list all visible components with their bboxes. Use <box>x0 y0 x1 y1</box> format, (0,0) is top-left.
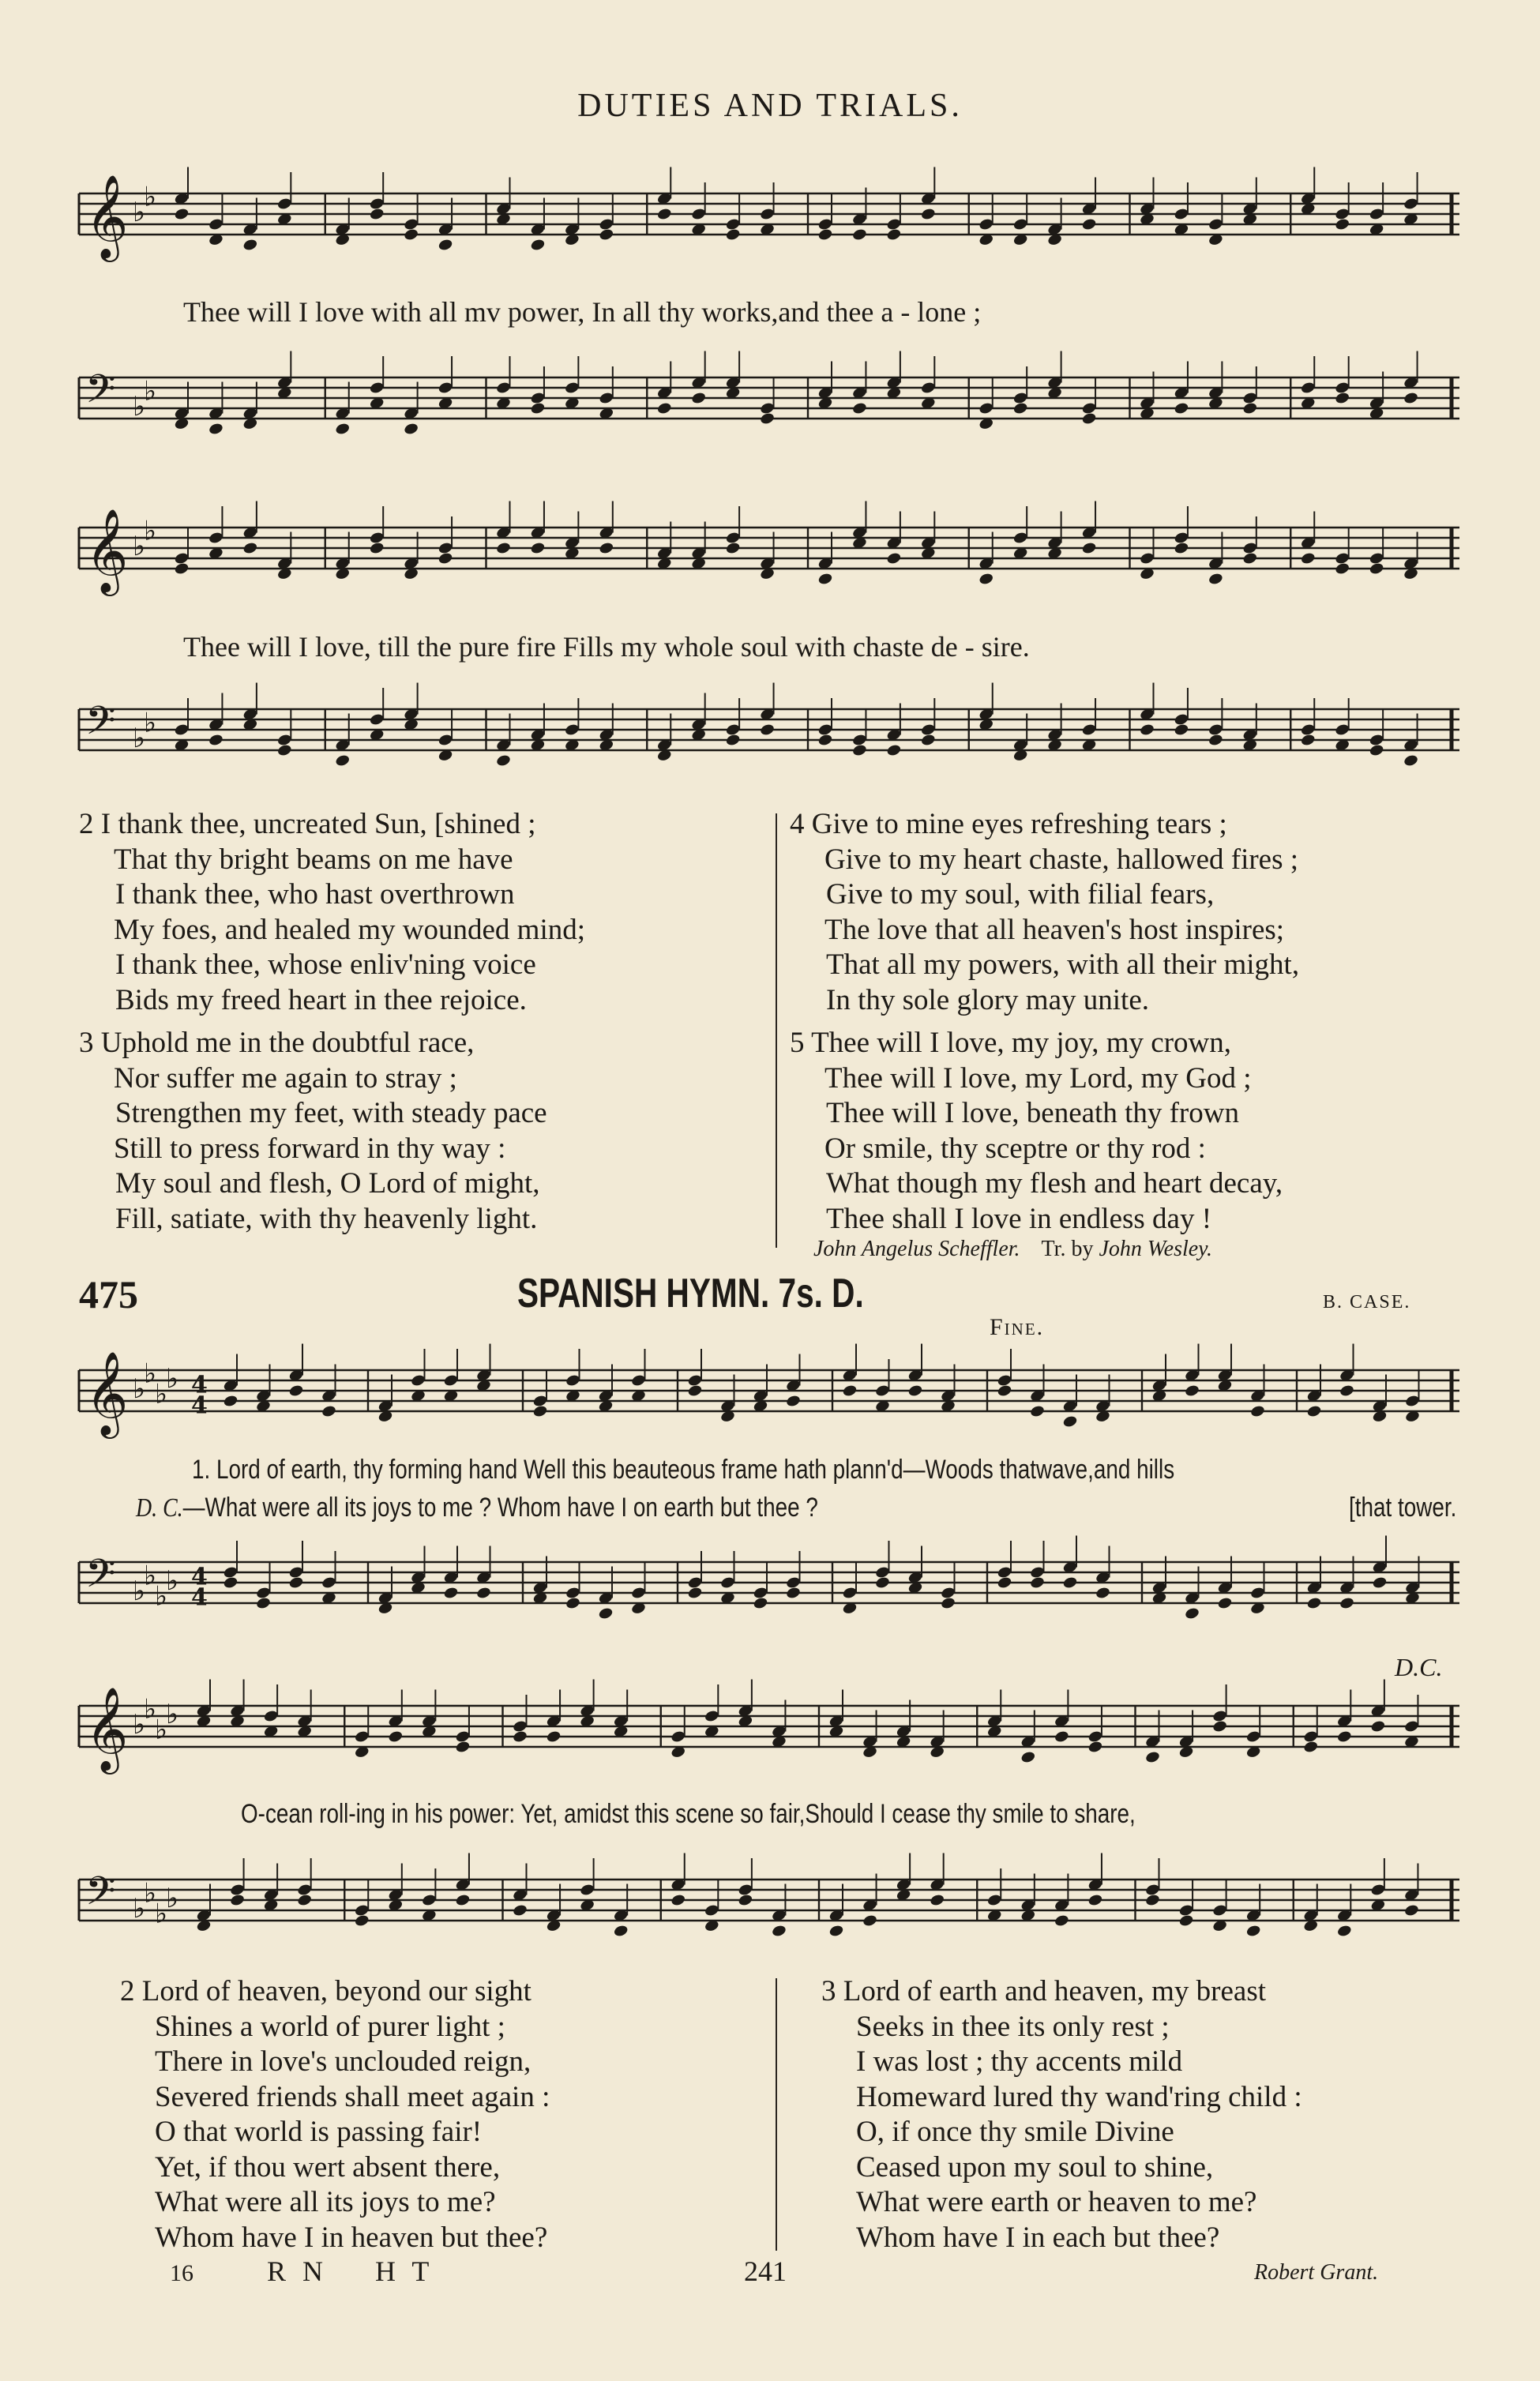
column-divider <box>776 1978 777 2251</box>
verse-line: My soul and flesh, O Lord of might, <box>115 1167 540 1200</box>
lyric-line-1: Thee will I love with all mv power, In all thy works,and thee a - lone ; <box>183 296 982 328</box>
svg-text:♭: ♭ <box>133 197 146 228</box>
verse-line: Give to my soul, with filial fears, <box>826 878 1215 911</box>
verse-line: Severed friends shall meet again : <box>155 2080 550 2113</box>
svg-text:𝄞: 𝄞 <box>85 1350 129 1435</box>
svg-text:♭: ♭ <box>133 1893 146 1925</box>
verse-line: Whom have I in heaven but thee? <box>155 2221 548 2254</box>
staff-system-4-bass <box>0 1864 1540 1951</box>
svg-text:♭: ♭ <box>144 1693 157 1726</box>
hymn-title: SPANISH HYMN. 7s. D. <box>517 1271 864 1316</box>
verse-line: O, if once thy smile Divine <box>856 2116 1174 2148</box>
verse-line: Bids my freed heart in thee rejoice. <box>115 983 527 1016</box>
svg-text:4: 4 <box>191 1391 208 1420</box>
svg-text:♭: ♭ <box>166 1363 179 1395</box>
svg-text:𝄢: 𝄢 <box>85 366 116 422</box>
verse-line: Strengthen my feet, with steady pace <box>115 1097 547 1129</box>
verse-line: My foes, and healed my wounded mind; <box>114 913 586 946</box>
signature-number: 16 <box>170 2260 193 2286</box>
verse-line: I thank thee, who hast overthrown <box>115 878 515 911</box>
svg-text:♭: ♭ <box>144 707 157 739</box>
svg-text:♭: ♭ <box>155 1898 168 1930</box>
hymn-475-verse-3 <box>821 1974 1302 2255</box>
svg-text:𝄢: 𝄢 <box>85 1868 116 1924</box>
verse-line: Or smile, thy sceptre or thy rod : <box>824 1132 1206 1165</box>
svg-text:♭: ♭ <box>133 531 146 562</box>
verse-line: In thy sole glory may unite. <box>826 983 1149 1016</box>
svg-text:♭: ♭ <box>133 1709 146 1741</box>
svg-text:♭: ♭ <box>133 1575 146 1607</box>
svg-text:♭: ♭ <box>144 1560 157 1592</box>
svg-text:♭: ♭ <box>166 1883 179 1914</box>
verse-line: What were earth or heaven to me? <box>856 2186 1257 2218</box>
lyric-line-3-end: [that tower. <box>1349 1493 1457 1523</box>
verse-line: What were all its joys to me? <box>155 2186 496 2218</box>
verse-line: 3 Uphold me in the doubtful race, <box>79 1027 475 1059</box>
verse-line: 2 I thank thee, uncreated Sun, [shined ; <box>79 808 536 840</box>
verse-line: Yet, if thou wert absent there, <box>155 2150 501 2184</box>
lyric-line-3-dc <box>136 1493 818 1523</box>
staff-system-3-treble <box>0 1350 1540 1441</box>
staff-system-2-bass <box>0 693 1540 780</box>
staff-system-1-bass <box>0 362 1540 449</box>
svg-text:♭: ♭ <box>166 1565 179 1597</box>
verse-2 <box>79 807 585 1237</box>
verse-line: Ceased upon my soul to shine, <box>856 2150 1214 2184</box>
verse-line: What though my flesh and heart decay, <box>826 1167 1283 1200</box>
staff-system-4-treble <box>0 1686 1540 1777</box>
verse-line: 5 Thee will I love, my joy, my crown, <box>790 1027 1232 1059</box>
running-title: DUTIES AND TRIALS. <box>577 88 963 124</box>
staff-system-1-treble <box>0 174 1540 265</box>
dc-lyric: —What were all its joys to me ? Whom have I on earth but thee ? <box>182 1493 818 1523</box>
lyric-line-2: Thee will I love, till the pure fire Fills my whole soul with chaste de - sire. <box>183 631 1030 663</box>
signature-letters: R N H T <box>267 2255 434 2287</box>
staff-system-2-treble <box>0 508 1540 599</box>
verse-line: Give to my heart chaste, hallowed fires ; <box>824 843 1299 876</box>
svg-text:𝄢: 𝄢 <box>85 698 116 753</box>
svg-text:♭: ♭ <box>133 723 146 754</box>
svg-text:4: 4 <box>191 1563 208 1591</box>
verse-line: Seeks in thee its only rest ; <box>856 2010 1170 2043</box>
hymn-475-verse-2 <box>120 1974 550 2255</box>
fine-mark: Fine. <box>990 1314 1045 1340</box>
svg-text:𝄞: 𝄞 <box>85 508 129 592</box>
verse-line: Nor suffer me again to stray ; <box>114 1061 457 1095</box>
verse-line: 2 Lord of heaven, beyond our sight <box>120 1975 531 2007</box>
column-divider <box>776 813 777 1248</box>
page-number: 241 <box>744 2255 787 2287</box>
svg-text:♭: ♭ <box>144 181 157 213</box>
svg-text:♭: ♭ <box>155 1580 168 1613</box>
svg-text:𝄢: 𝄢 <box>85 1551 116 1606</box>
verse-line: There in love's unclouded reign, <box>155 2045 531 2078</box>
svg-text:4: 4 <box>191 1371 208 1399</box>
verse-line: Still to press forward in thy way : <box>114 1132 506 1165</box>
dc-prefix: D. C. <box>136 1493 183 1523</box>
verse-line: Whom have I in each but thee? <box>856 2221 1220 2254</box>
svg-text:4: 4 <box>191 1583 208 1612</box>
verse-line: Thee will I love, beneath thy frown <box>826 1097 1239 1129</box>
attribution-475: Robert Grant. <box>1254 2260 1379 2285</box>
verse-line: I thank thee, whose enliv'ning voice <box>115 948 536 981</box>
svg-text:𝄞: 𝄞 <box>85 174 129 258</box>
author: John Angelus Scheffler. <box>813 1237 1020 1261</box>
svg-text:♭: ♭ <box>144 1358 157 1390</box>
svg-text:♭: ♭ <box>144 375 157 407</box>
verse-line: That thy bright beams on me have <box>114 843 513 876</box>
verse-line: The love that all heaven's host inspires; <box>824 913 1285 946</box>
svg-text:♭: ♭ <box>133 391 146 422</box>
verse-line: Homeward lured thy wand'ring child : <box>856 2080 1302 2113</box>
svg-text:♭: ♭ <box>144 1877 157 1910</box>
translator: John Wesley. <box>1099 1237 1213 1261</box>
staff-system-3-bass <box>0 1546 1540 1633</box>
verse-line: That all my powers, with all their might, <box>826 948 1300 981</box>
svg-text:♭: ♭ <box>155 1714 168 1746</box>
svg-text:♭: ♭ <box>133 1373 146 1405</box>
verse-line: Thee will I love, my Lord, my God ; <box>824 1061 1252 1095</box>
translated-by: Tr. by <box>1041 1237 1094 1261</box>
verse-4 <box>790 807 1299 1237</box>
lyric-line-4: O-cean roll-ing in his power: Yet, amidst this scene so fair,Should I cease thy smile to share, <box>241 1799 1136 1829</box>
verse-line: 4 Give to mine eyes refreshing tears ; <box>790 808 1227 840</box>
attribution-474 <box>813 1237 1212 1262</box>
verse-line: Shines a world of purer light ; <box>155 2010 505 2043</box>
verse-line: Thee shall I love in endless day ! <box>826 1202 1212 1235</box>
verse-line: Fill, satiate, with thy heavenly light. <box>115 1202 538 1235</box>
svg-text:♭: ♭ <box>166 1699 179 1730</box>
verse-line: O that world is passing fair! <box>155 2116 483 2148</box>
composer: B. CASE. <box>1323 1292 1411 1313</box>
svg-text:𝄞: 𝄞 <box>85 1686 129 1771</box>
dc-mark: D.C. <box>1395 1653 1443 1681</box>
verse-line: I was lost ; thy accents mild <box>856 2045 1183 2078</box>
svg-text:♭: ♭ <box>144 515 157 547</box>
hymn-number: 475 <box>79 1272 138 1316</box>
svg-text:♭: ♭ <box>155 1378 168 1410</box>
lyric-line-3: 1. Lord of earth, thy forming hand Well this beauteous frame hath plann'd—Woods thatwave,and hills <box>192 1455 1175 1485</box>
verse-line: 3 Lord of earth and heaven, my breast <box>821 1975 1267 2007</box>
